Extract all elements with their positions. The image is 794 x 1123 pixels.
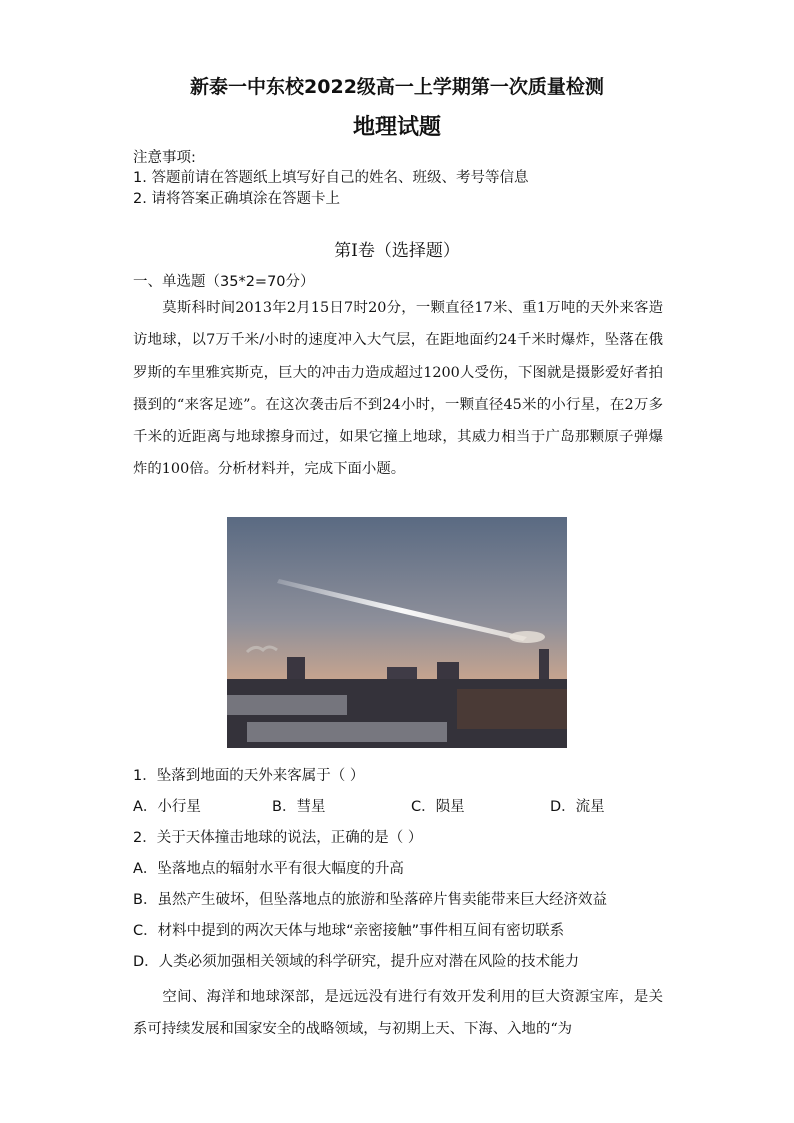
q2-option-c: C．材料中提到的两次天体与地球“亲密接触”事件相互间有密切联系 xyxy=(133,923,565,939)
q2-option-d: D．人类必须加强相关领域的科学研究，提升应对潜在风险的技术能力 xyxy=(133,954,580,970)
q1-option-b: B．彗星 xyxy=(272,799,326,815)
note-item-1: 1. 答题前请在答题纸上填写好自己的姓名、班级、考号等信息 xyxy=(133,170,529,186)
passage-1 xyxy=(133,292,663,486)
section-title: 第Ⅰ卷（选择题） xyxy=(334,241,460,261)
note-item-2: 2. 请将答案正确填涂在答题卡上 xyxy=(133,191,340,207)
question-1-stem: 1．坠落到地面的天外来客属于（ ） xyxy=(133,768,365,784)
question-2-stem: 2．关于天体撞击地球的说法，正确的是（ ） xyxy=(133,830,423,846)
passage-2-text: 空间、海洋和地球深部，是远远没有进行有效开发利用的巨大资源宝库，是关系可持续发展和国家安全的战略领域，与初期上天、下海、入地的“为 xyxy=(133,989,663,1038)
q1-option-d: D．流星 xyxy=(550,799,605,815)
q2-option-a: A．坠落地点的辐射水平有很大幅度的升高 xyxy=(133,861,404,877)
q2-option-b: B．虽然产生破坏，但坠落地点的旅游和坠落碎片售卖能带来巨大经济效益 xyxy=(133,892,607,908)
notes-heading: 注意事项: xyxy=(133,150,196,166)
passage-2 xyxy=(133,981,663,1046)
q1-option-c: C．陨星 xyxy=(411,799,465,815)
passage-1-text: 莫斯科时间2013年2月15日7时20分，一颗直径17米、重1万吨的天外来客造访地球，以7万千米/小时的速度冲入大气层，在距地面约24千米时爆炸，坠落在俄罗斯的车里雅宾斯克，巨大的冲击力造成超过1200人受伤，下图就是摄影爱好者拍摄到的“来客足迹”。在这次袭击后不到24小时，一颗直径45米的小行星，在2万多千米的近距离与地球擦身而过，如果它撞上地球，其威力相当于广岛那颗原子弹爆炸的100倍。分析材料并，完成下面小题。 xyxy=(133,300,663,478)
meteor-trail-photo xyxy=(227,517,567,748)
subject-title: 地理试题 xyxy=(352,114,441,140)
exam-title: 新泰一中东校2022级高一上学期第一次质量检测 xyxy=(190,76,604,98)
q1-option-a: A．小行星 xyxy=(133,799,201,815)
part-label: 一、单选题（35*2=70分） xyxy=(133,274,315,290)
